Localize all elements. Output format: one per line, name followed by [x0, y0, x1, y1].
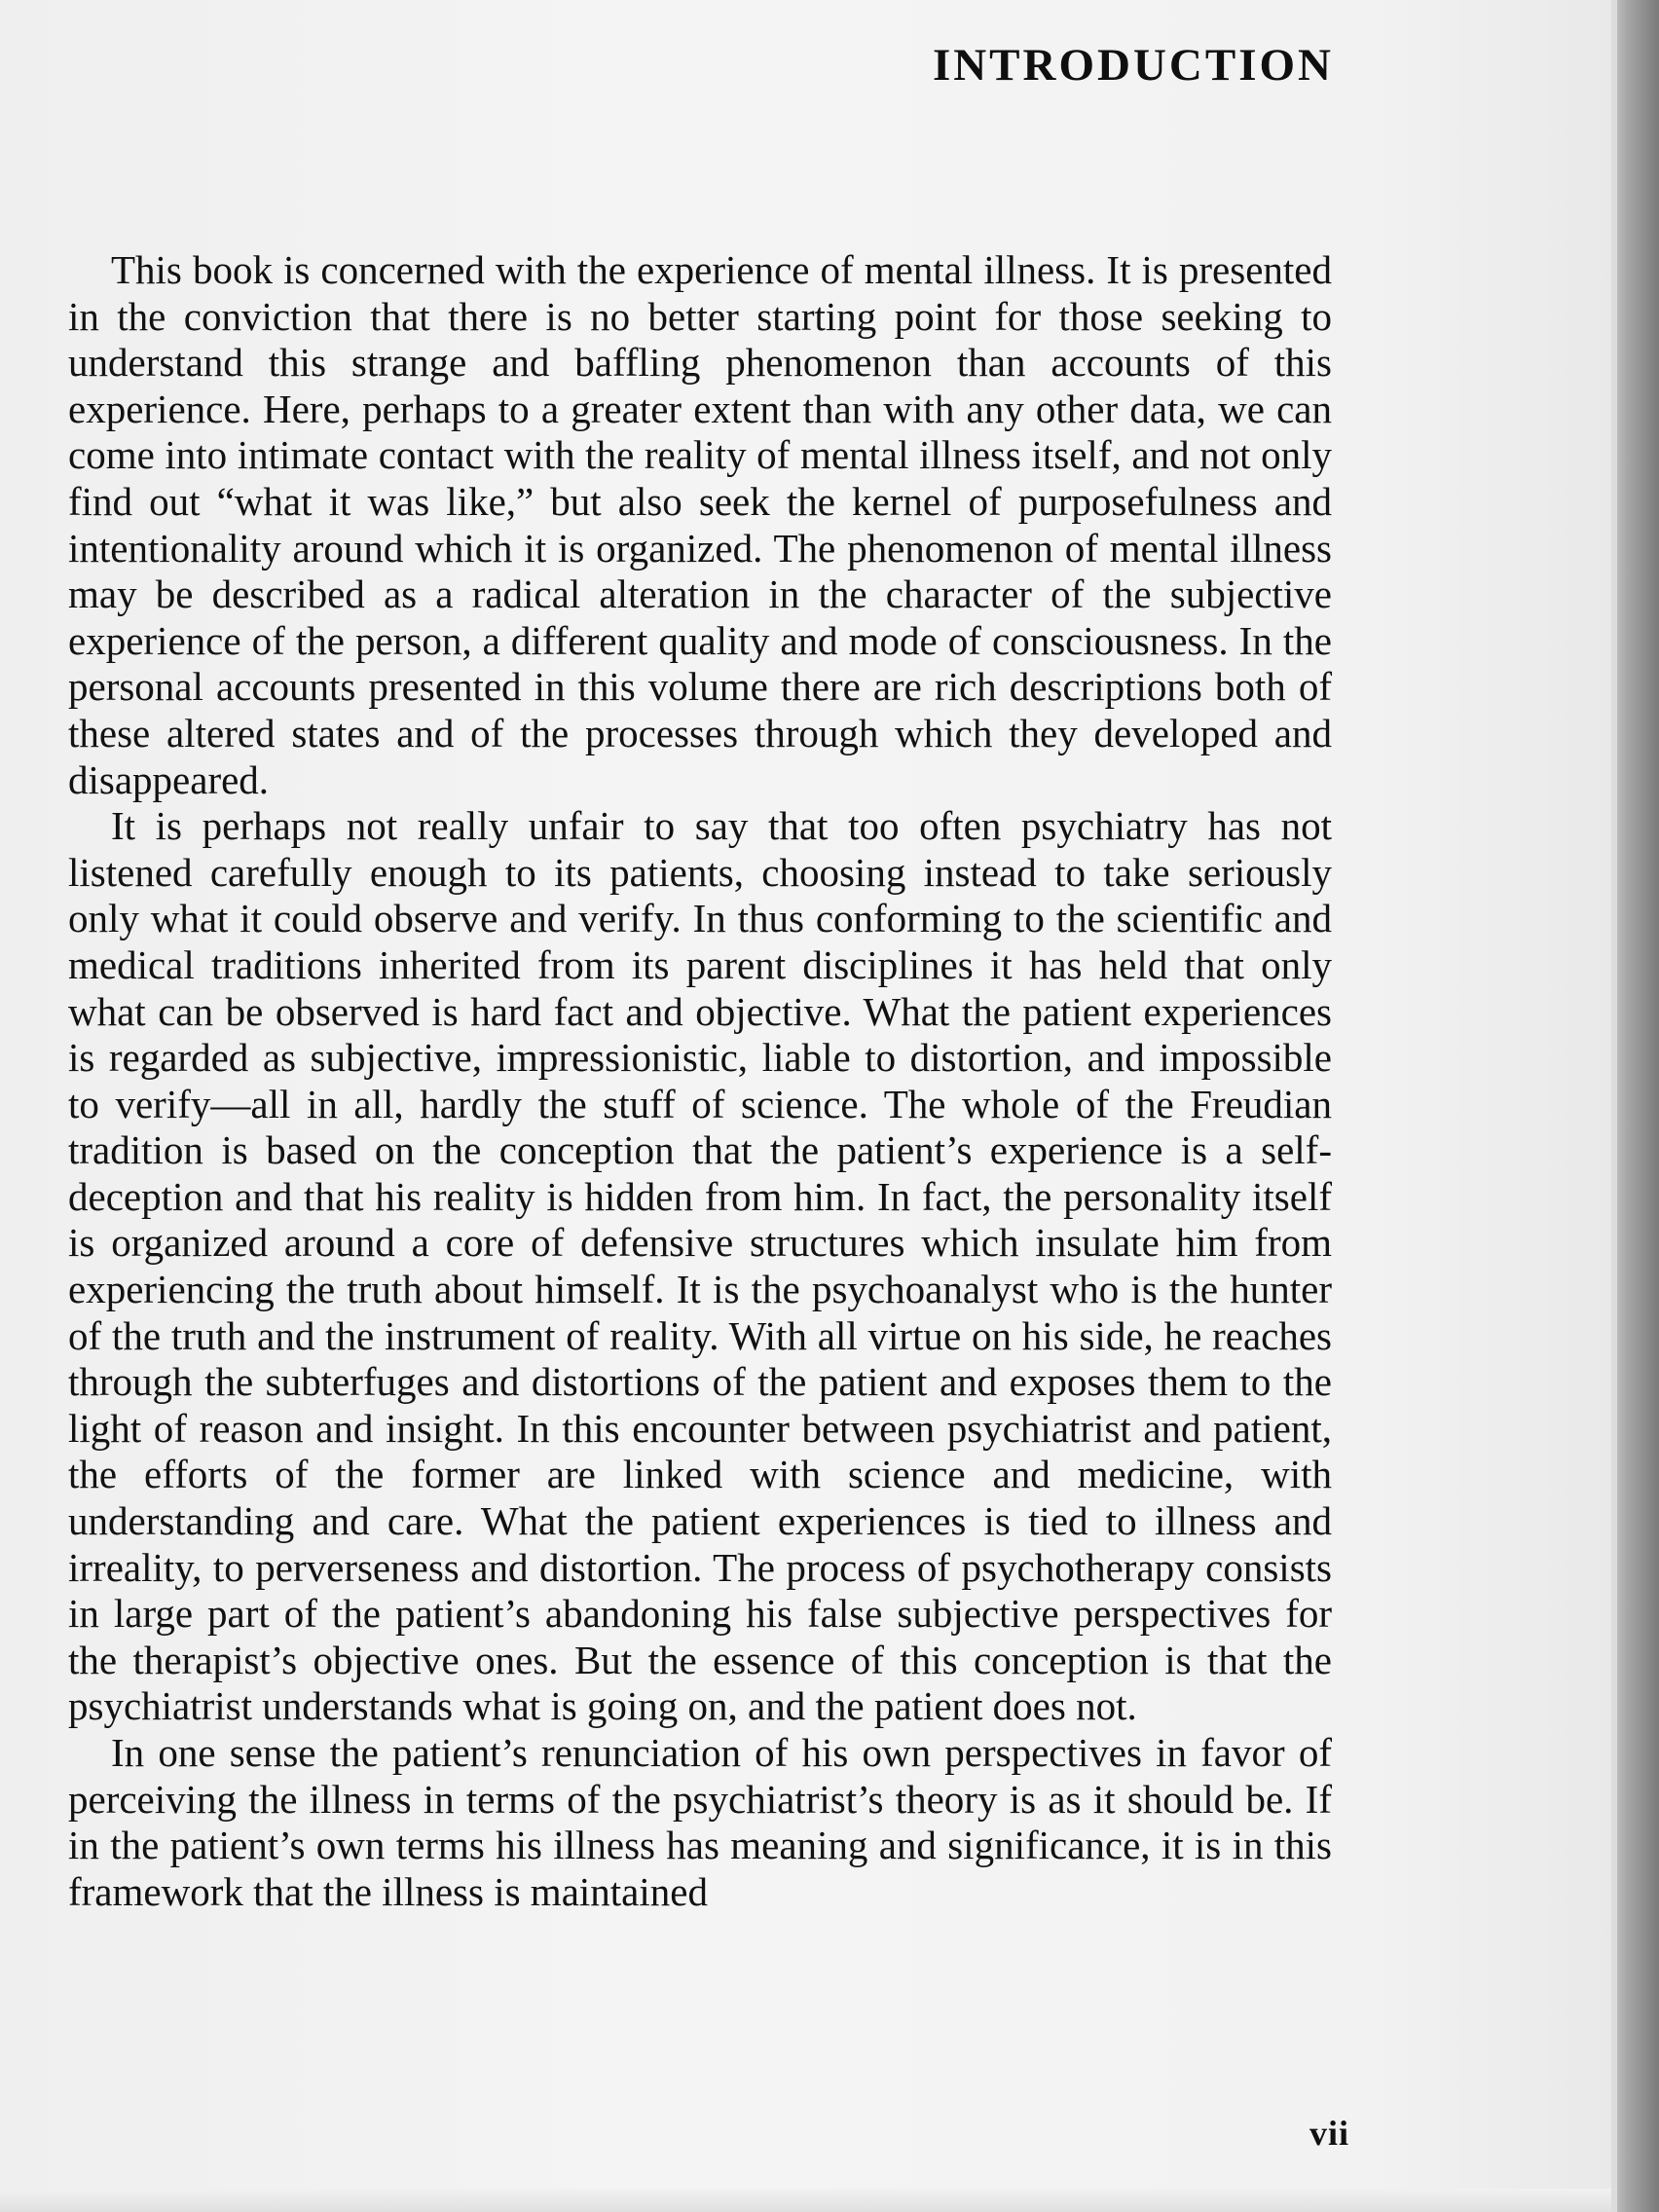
book-spine-edge [1611, 0, 1659, 2212]
chapter-heading: INTRODUCTION [932, 40, 1334, 91]
body-text [68, 247, 1332, 1915]
paragraph: It is perhaps not really unfair to say that too often psychiatry has not listened carefully enough to its patients, choosing instead to take seriously only what it could observe and verify. In thus conforming to the scientific and medical traditions inherited from its parent disciplines it has held that only what can be observed is hard fact and objective. What the patient experiences is regarded as subjective, impressionistic, liable to distortion, and impossible to verify—all in all, hardly the stuff of science. The whole of the Freudian tradition is based on the conception that the patient’s experience is a self-deception and that his reality is hidden from him. In fact, the personality itself is organized around a core of defensive structures which insulate him from experiencing the truth about himself. It is the psychoanalyst who is the hunter of the truth and the instrument of reality. With all virtue on his side, he reaches through the subterfuges and distortions of the patient and exposes them to the light of reason and insight. In this encounter between psychiatrist and patient, the efforts of the former are linked with science and medicine, with understanding and care. What the patient experiences is tied to illness and irreality, to perverseness and distortion. The process of psychotherapy consists in large part of the patient’s abandoning his false subjective perspectives for the therapist’s objective ones. But the essence of this conception is that the psychiatrist understands what is going on, and the patient does not. [68, 803, 1332, 1729]
paragraph: In one sense the patient’s renunciation of his own perspectives in favor of perceiving the illness in terms of the psychiatrist’s theory is as it should be. If in the patient’s own terms his illness has meaning and significance, it is in this framework that the illness is maintained [68, 1730, 1332, 1914]
paragraph: This book is concerned with the experience of mental illness. It is presented in the conviction that there is no better starting point for those seeking to understand this strange and baffling phenomenon than accounts of this experience. Here, perhaps to a greater extent than with any other data, we can come into intimate contact with the reality of mental illness itself, and not only find out “what it was like,” but also seek the kernel of purposefulness and intentionality around which it is organized. The phenomenon of mental illness may be described as a radical alteration in the character of the subjective experience of the person, a different quality and mode of consciousness. In the personal accounts presented in this volume there are rich descriptions both of these altered states and of the processes through which they developed and disappeared. [68, 247, 1332, 802]
bottom-margin [0, 2189, 1611, 2212]
page-number: vii [1309, 2114, 1349, 2153]
